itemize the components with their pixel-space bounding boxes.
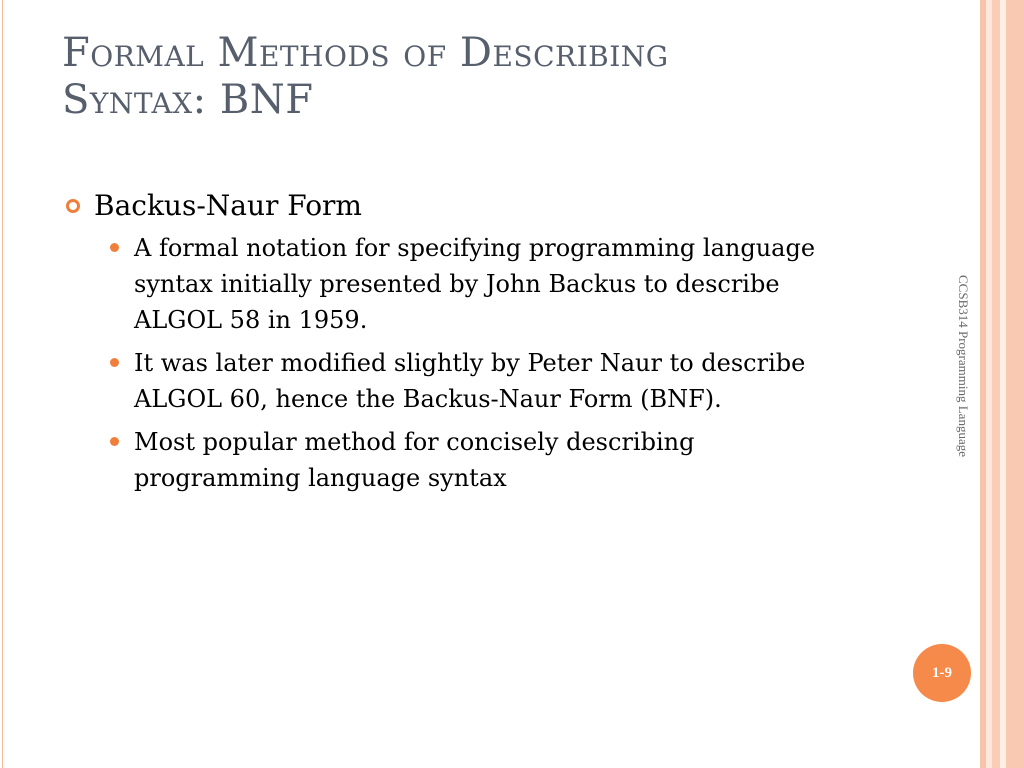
dot-bullet-icon: [110, 358, 119, 367]
decor-stripe: [1006, 0, 1024, 768]
dot-bullet-icon: [110, 243, 119, 252]
slide-content: [62, 186, 882, 503]
bullet-level2-text: Most popular method for concisely describing programming language syntax: [134, 428, 695, 492]
slide-title-line-1: Formal Methods of Describing: [62, 30, 669, 76]
bullet-level2-text: It was later modified slightly by Peter Naur to describe ALGOL 60, hence the Backus-Naur Form (BNF).: [134, 349, 806, 413]
slide-title-line-2: Syntax: BNF: [62, 77, 314, 123]
bullet-level1-text: Backus-Naur Form: [94, 189, 362, 222]
page-number-badge: 1-9: [913, 644, 971, 702]
bullet-level1: [62, 186, 882, 226]
sub-bullet-list: [108, 230, 882, 496]
bullet-level2: [108, 424, 854, 496]
bullet-level2-text: A formal notation for specifying programming language syntax initially presented by John Backus to describe ALGOL 58 in 1959.: [134, 234, 816, 334]
ring-bullet-icon: [66, 199, 80, 213]
slide-title: [62, 30, 902, 124]
decor-stripe: [992, 0, 1000, 768]
left-border-line: [2, 0, 3, 768]
course-side-label: CCSB314 Programming Language: [956, 275, 971, 457]
bullet-level2: [108, 345, 854, 417]
bullet-level2: [108, 230, 854, 338]
dot-bullet-icon: [110, 437, 119, 446]
